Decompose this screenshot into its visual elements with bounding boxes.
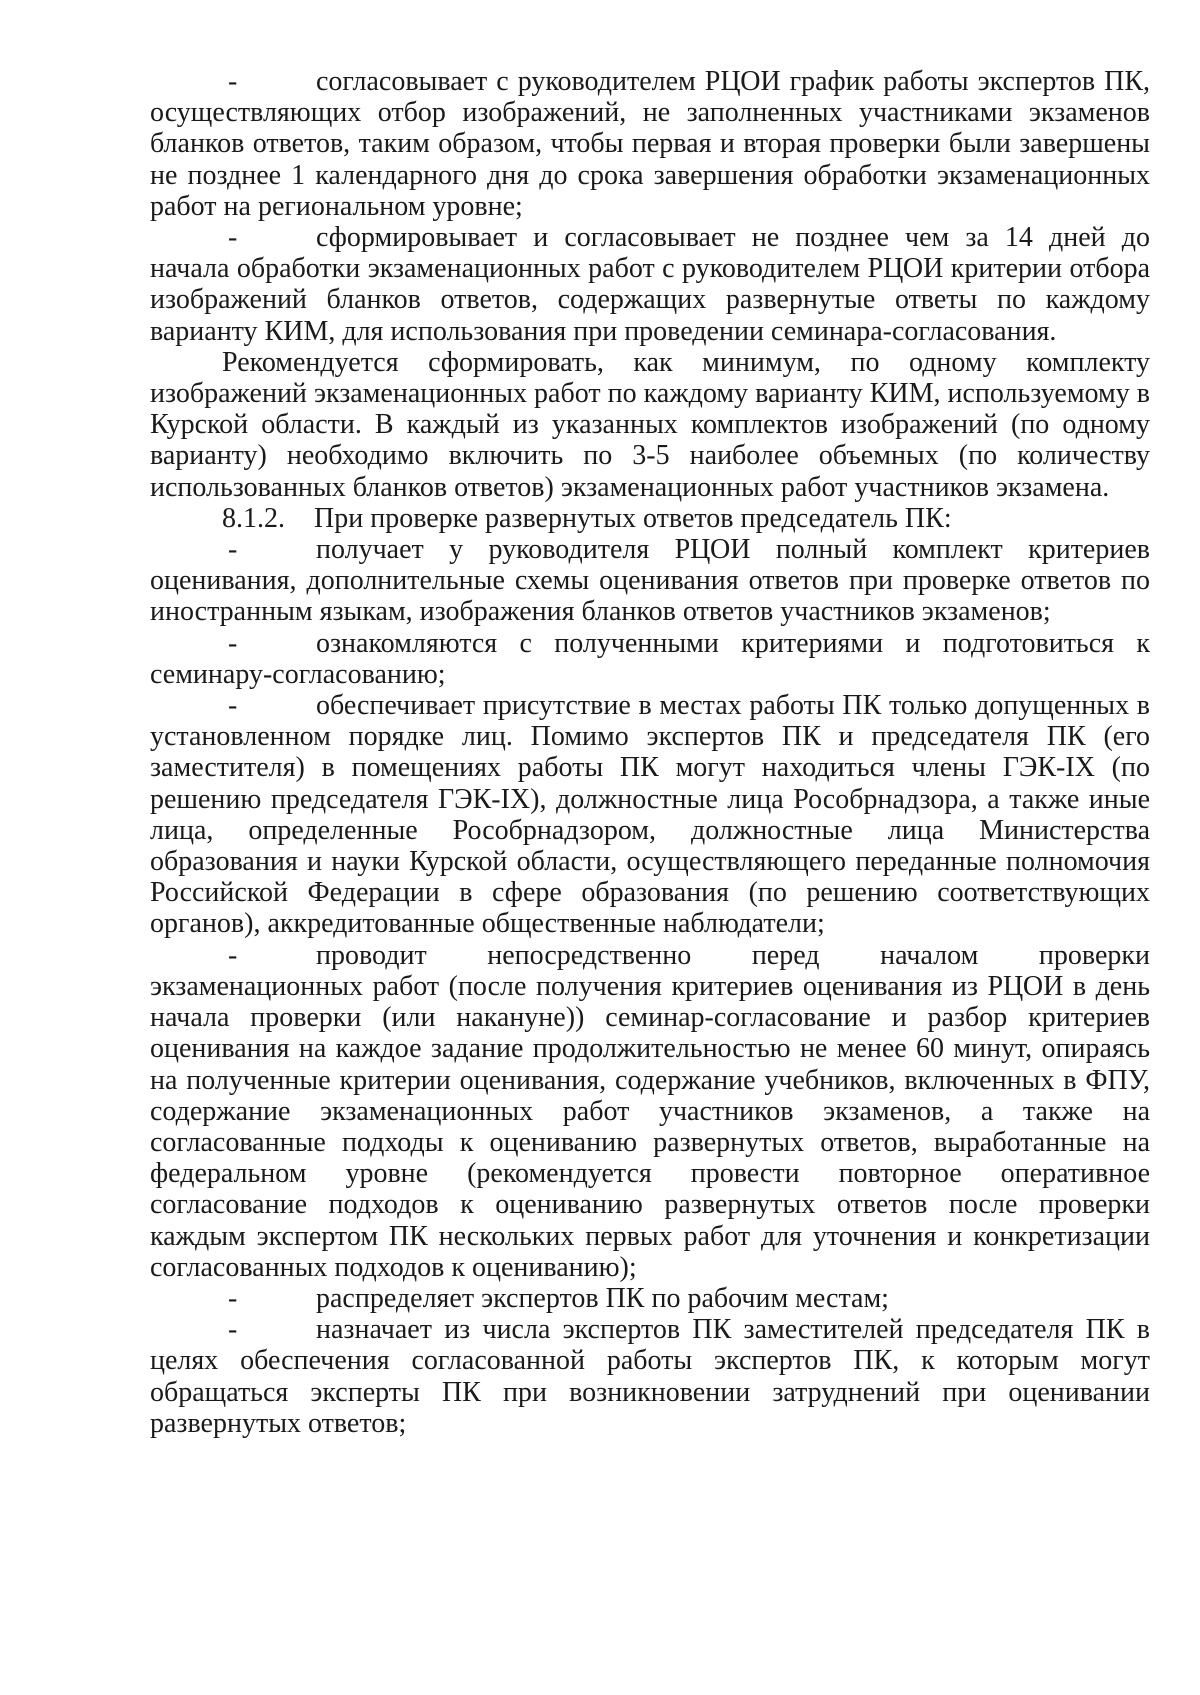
list-item (150, 628, 1150, 690)
list-item-text: распределяет экспертов ПК по рабочим местам; (316, 1282, 889, 1314)
list-item-text: ознакомляются с полученными критериями и подготовиться к семинару-согласованию; (150, 627, 1150, 690)
list-item-text: проводит непосредственно перед началом проверки экзаменационных работ (после получения критериев оценивания из РЦОИ в день начала проверки (или накануне)) семинар-согласование и разбор критериев оценивания на каждое задание продолжительностью не менее 60 минут, опираясь на полученные критерии оценивания, содержание учебников, включенных в ФПУ, содержание экзаменационных работ участников экзаменов, а также на согласованные подходы к оцениванию развернутых ответов, выработанные на федеральном уровне (рекомендуется провести повторное оперативное согласование подходов к оцениванию развернутых ответов после проверки каждым экспертом ПК нескольких первых работ для уточнения и конкретизации согласованных подходов к оцениванию); (150, 939, 1150, 1283)
dash-marker: - (228, 222, 238, 254)
dash-marker: - (228, 534, 238, 566)
list-item (150, 222, 1150, 347)
dash-marker: - (228, 1282, 238, 1314)
dash-marker: - (228, 627, 238, 659)
list-item-text: сформировывает и согласовывает не позднее чем за 14 дней до начала обработки экзаменационных работ с руководителем РЦОИ критерии отбора изображений бланков ответов, содержащих развернутые ответы по каждому варианту КИМ, для использования при проведении семинара-согласования. (150, 222, 1150, 347)
dash-marker: - (228, 66, 238, 97)
list-item-text: получает у руководителя РЦОИ полный комплект критериев оценивания, дополнительные схемы оценивания ответов при проверке ответов по иностранным языкам, изображения бланков ответов участников экзаменов; (150, 534, 1150, 628)
list-item-text: обеспечивает присутствие в местах работы ПК только допущенных в установленном порядке лиц. Помимо экспертов ПК и председателя ПК (его заместителя) в помещениях работы ПК могут находиться члены ГЭК-IX (по решению председателя ГЭК-IX), должностные лица Рособрнадзора, а также иные лица, определенные Рособрнадзором, должностные лица Министерства образования и науки Курской области, осуществляющего переданные полномочия Российской Федерации в сфере образования (по решению соответствующих органов), аккредитованные общественные наблюдатели; (150, 690, 1150, 940)
list-item (150, 66, 1150, 222)
dash-marker: - (228, 1314, 238, 1346)
list-item-text: согласовывает с руководителем РЦОИ график работы экспертов ПК, осуществляющих отбор изображений, не заполненных участниками экзаменов бланков ответов, таким образом, чтобы первая и вторая проверки были завершены не позднее 1 календарного дня до срока завершения обработки экзаменационных работ на региональном уровне; (150, 66, 1150, 222)
paragraph-recommendation: Рекомендуется сформировать, как минимум, по одному комплекту изображений экзаменационных работ по каждому варианту КИМ, используемому в Курской области. В каждый из указанных комплектов изображений (по одному варианту) необходимо включить по 3-5 наиболее объемных (по количеству использованных бланков ответов) экзаменационных работ участников экзамена. (150, 346, 1150, 503)
list-item (150, 940, 1150, 1283)
document-body (150, 66, 1150, 1439)
list-item (150, 690, 1150, 940)
section-heading-text: При проверке развернутых ответов председатель ПК: (314, 502, 952, 534)
dash-marker: - (228, 939, 238, 971)
dash-marker: - (228, 690, 238, 722)
list-item (150, 534, 1150, 628)
section-heading (150, 503, 1150, 534)
list-item-text: назначает из числа экспертов ПК заместителей председателя ПК в целях обеспечения согласованной работы экспертов ПК, к которым могут обращаться эксперты ПК при возникновении затруднений при оценивании развернутых ответов; (150, 1314, 1150, 1439)
list-item (150, 1314, 1150, 1439)
list-item (150, 1283, 1150, 1314)
section-number: 8.1.2. (222, 502, 285, 534)
